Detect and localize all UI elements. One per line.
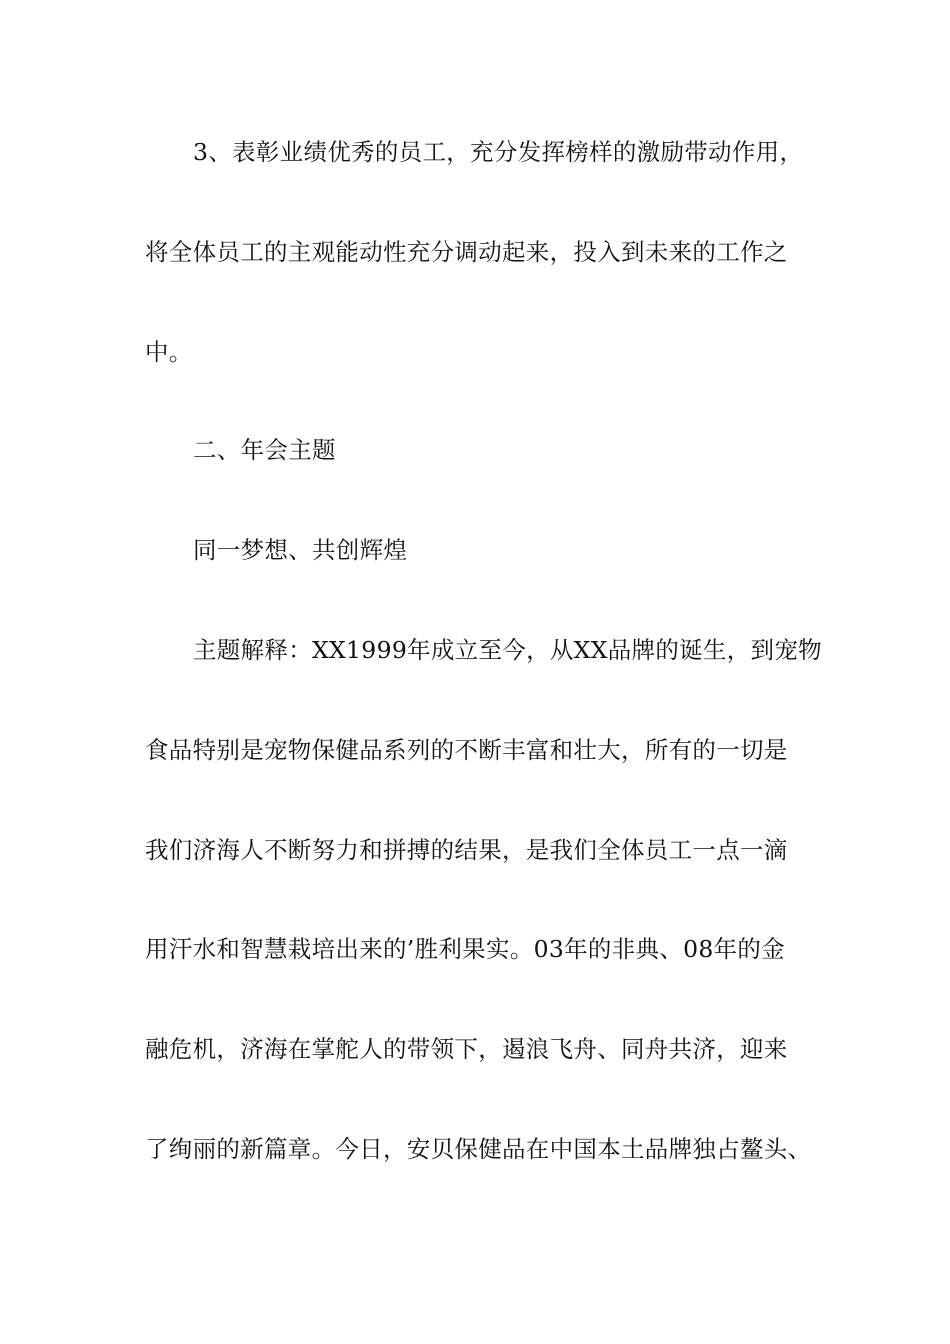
paragraph-line: 融危机，济海在掌舵人的带领下，遏浪飞舟、同舟共济，迎来: [145, 1035, 788, 1063]
paragraph-line: 了绚丽的新篇章。今日，安贝保健品在中国本土品牌独占鳌头、: [145, 1135, 812, 1163]
theme-title: 同一梦想、共创辉煌: [193, 536, 408, 564]
paragraph-line: 中。: [145, 338, 193, 366]
paragraph-line: 将全体员工的主观能动性充分调动起来，投入到未来的工作之: [145, 238, 788, 266]
paragraph-line: 3、表彰业绩优秀的员工，充分发挥榜样的激励带动作用，: [193, 138, 804, 166]
paragraph-line: 主题解释：XX1999年成立至今，从XX品牌的诞生，到宠物: [193, 636, 822, 664]
paragraph-line: 我们济海人不断努力和拼搏的结果，是我们全体员工一点一滴: [145, 836, 788, 864]
paragraph-line: 用汗水和智慧栽培出来的’胜利果实。03年的非典、08年的金: [145, 935, 785, 963]
section-heading: 二、年会主题: [193, 436, 336, 464]
paragraph-line: 食品特别是宠物保健品系列的不断丰富和壮大，所有的一切是: [145, 736, 788, 764]
